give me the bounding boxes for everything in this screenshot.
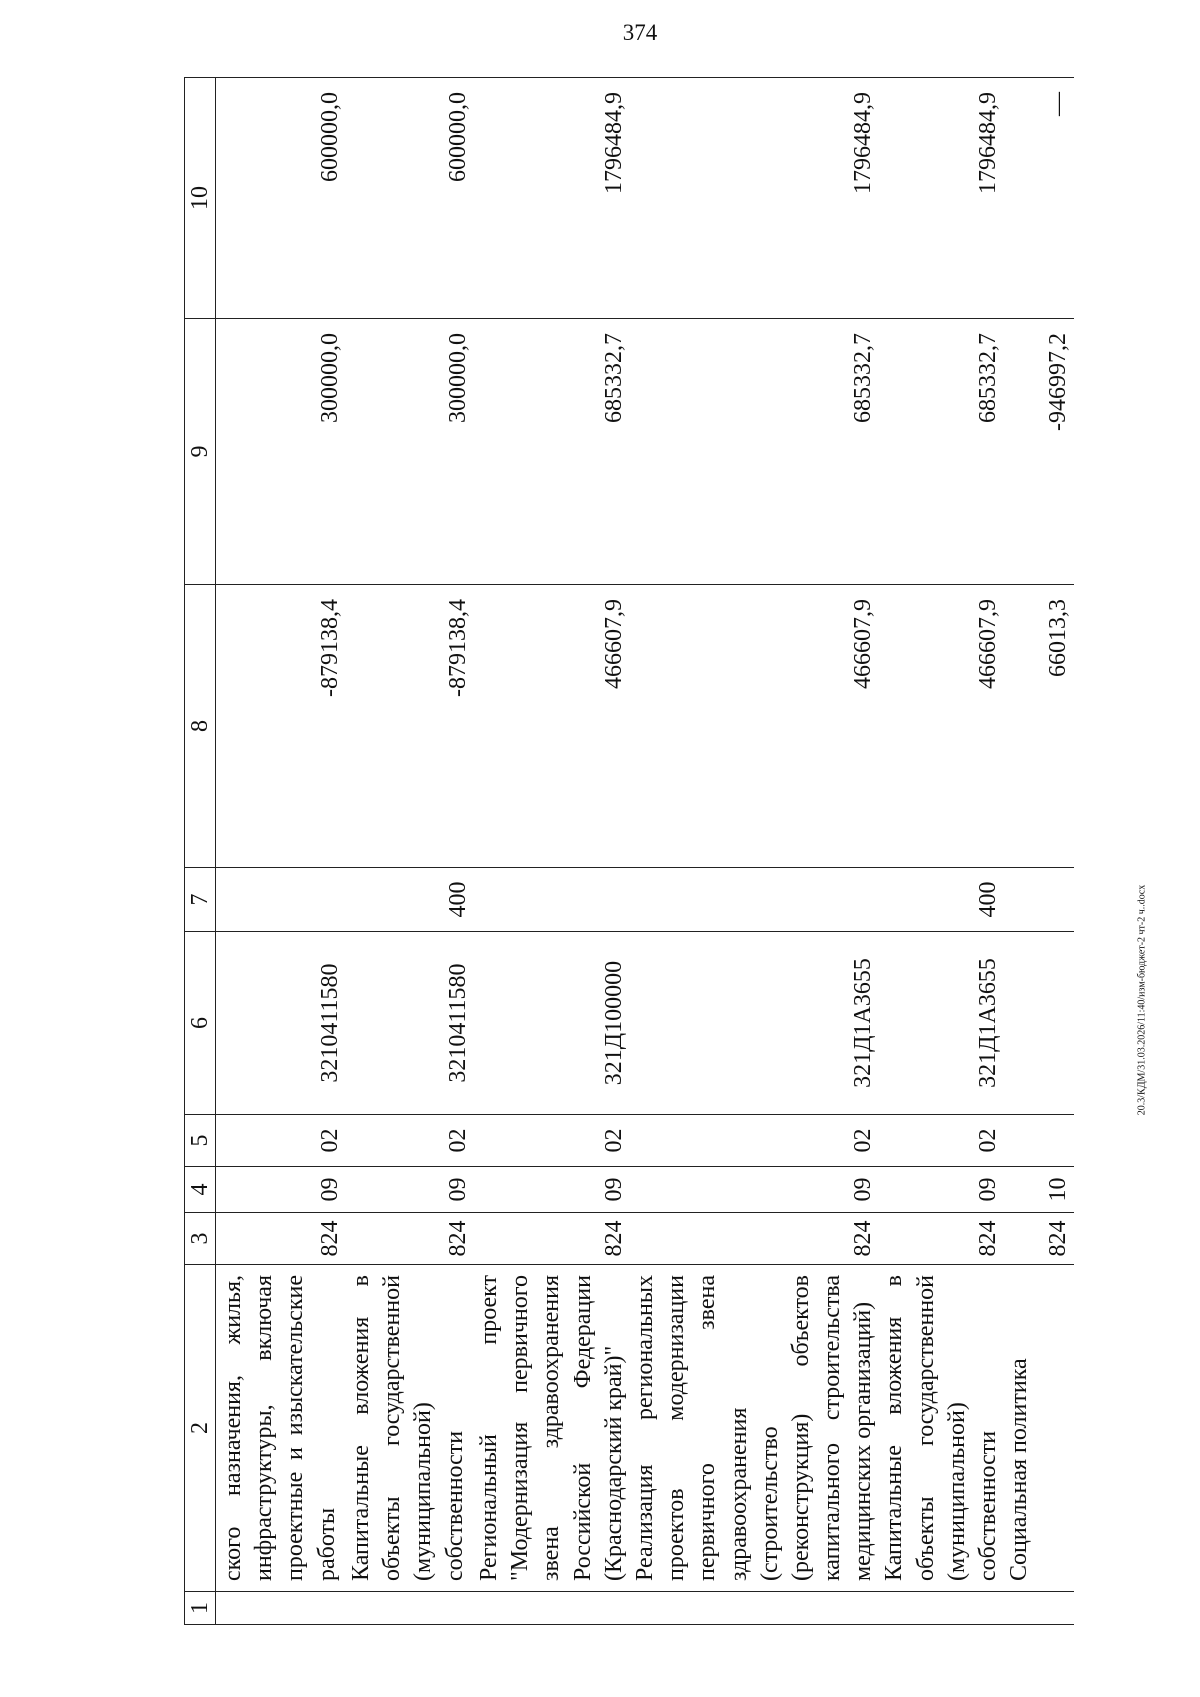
expense-type-cell: 400 (346, 868, 474, 932)
row-index-cell (346, 1592, 474, 1625)
target-article-cell: 321Д1А3655 (630, 932, 880, 1115)
header-col-1: 1 (185, 1592, 216, 1625)
amount-col9-cell: 300000,0 (216, 319, 347, 585)
section-code-cell: 09 (346, 1167, 474, 1213)
row-name-cell: ского назначения, жилья, инфраструктуры, включая проектные и изыскательские работы (216, 1265, 347, 1592)
amount-col10-cell: — (1004, 78, 1074, 319)
target-article-cell: 321Д1А3655 (879, 932, 1004, 1115)
subsection-code-cell: 02 (216, 1115, 347, 1167)
amount-col9-cell: 685332,7 (630, 319, 880, 585)
section-code-cell: 09 (216, 1167, 347, 1213)
row-name-cell: Региональный проект "Модернизация первичного звена здравоохранения Российской Федерации (Краснодарский край)" (474, 1265, 630, 1592)
amount-col9-cell: -946997,2 (1004, 319, 1074, 585)
amount-col8-cell: -879138,4 (216, 585, 347, 868)
section-code-cell: 09 (630, 1167, 880, 1213)
section-code-cell: 09 (474, 1167, 630, 1213)
header-col-9: 9 (185, 319, 216, 585)
subsection-code-cell: 02 (879, 1115, 1004, 1167)
row-index-cell (630, 1592, 880, 1625)
section-code-cell: 10 (1004, 1167, 1074, 1213)
ministry-code-cell: 824 (1004, 1213, 1074, 1265)
section-code-cell: 09 (879, 1167, 1004, 1213)
expense-type-cell (630, 868, 880, 932)
subsection-code-cell: 02 (346, 1115, 474, 1167)
amount-col10-cell: 1796484,9 (630, 78, 880, 319)
amount-col9-cell: 300000,0 (346, 319, 474, 585)
amount-col8-cell: 466607,9 (630, 585, 880, 868)
table-row (630, 78, 880, 1625)
row-name-cell: Капитальные вложения в объекты государственной (муниципальной) собственности (346, 1265, 474, 1592)
ministry-code-cell: 824 (216, 1213, 347, 1265)
header-col-2: 2 (185, 1265, 216, 1592)
table-row (879, 78, 1004, 1625)
amount-col8-cell: 466607,9 (474, 585, 630, 868)
amount-col10-cell: 1796484,9 (474, 78, 630, 319)
document-footer-code: 20.3/КДМ/31.03.2026/11:40/изм-бюджет-2 чт-2 ч..docx (1136, 884, 1148, 1116)
target-article-cell: 3210411580 (216, 932, 347, 1115)
table-row (474, 78, 630, 1625)
row-index-cell (216, 1592, 347, 1625)
ministry-code-cell: 824 (630, 1213, 880, 1265)
target-article-cell: 3210411580 (346, 932, 474, 1115)
amount-col10-cell: 1796484,9 (879, 78, 1004, 319)
header-col-3: 3 (185, 1213, 216, 1265)
table-header-row (185, 78, 216, 1625)
expense-type-cell (1004, 868, 1074, 932)
ministry-code-cell: 824 (346, 1213, 474, 1265)
header-col-8: 8 (185, 585, 216, 868)
amount-col8-cell: 66013,3 (1004, 585, 1074, 868)
header-col-4: 4 (185, 1167, 216, 1213)
expense-type-cell (474, 868, 630, 932)
ministry-code-cell: 824 (474, 1213, 630, 1265)
table-row (346, 78, 474, 1625)
amount-col10-cell: 600000,0 (216, 78, 347, 319)
header-col-5: 5 (185, 1115, 216, 1167)
table-row (1004, 78, 1074, 1625)
expense-type-cell (216, 868, 347, 932)
subsection-code-cell: 02 (630, 1115, 880, 1167)
table-row (216, 78, 347, 1625)
budget-table (184, 77, 1074, 1625)
amount-col9-cell: 685332,7 (879, 319, 1004, 585)
budget-table-sheet (184, 78, 1071, 1625)
subsection-code-cell (1004, 1115, 1074, 1167)
expense-type-cell: 400 (879, 868, 1004, 932)
amount-col10-cell: 600000,0 (346, 78, 474, 319)
row-index-cell (1004, 1592, 1074, 1625)
subsection-code-cell: 02 (474, 1115, 630, 1167)
amount-col8-cell: 466607,9 (879, 585, 1004, 868)
ministry-code-cell: 824 (879, 1213, 1004, 1265)
row-name-cell: Реализация региональных проектов модернизации первичного звена здравоохранения (строительство (реконструкция) объектов капитального строительства медицинских организаций) (630, 1265, 880, 1592)
target-article-cell: 321Д100000 (474, 932, 630, 1115)
row-index-cell (879, 1592, 1004, 1625)
target-article-cell (1004, 932, 1074, 1115)
row-index-cell (474, 1592, 630, 1625)
header-col-10: 10 (185, 78, 216, 319)
amount-col9-cell: 685332,7 (474, 319, 630, 585)
page-number: 374 (622, 20, 658, 45)
header-col-7: 7 (185, 868, 216, 932)
row-name-cell: Социальная политика (1004, 1265, 1074, 1592)
amount-col8-cell: -879138,4 (346, 585, 474, 868)
row-name-cell: Капитальные вложения в объекты государственной (муниципальной) собственности (879, 1265, 1004, 1592)
header-col-6: 6 (185, 932, 216, 1115)
